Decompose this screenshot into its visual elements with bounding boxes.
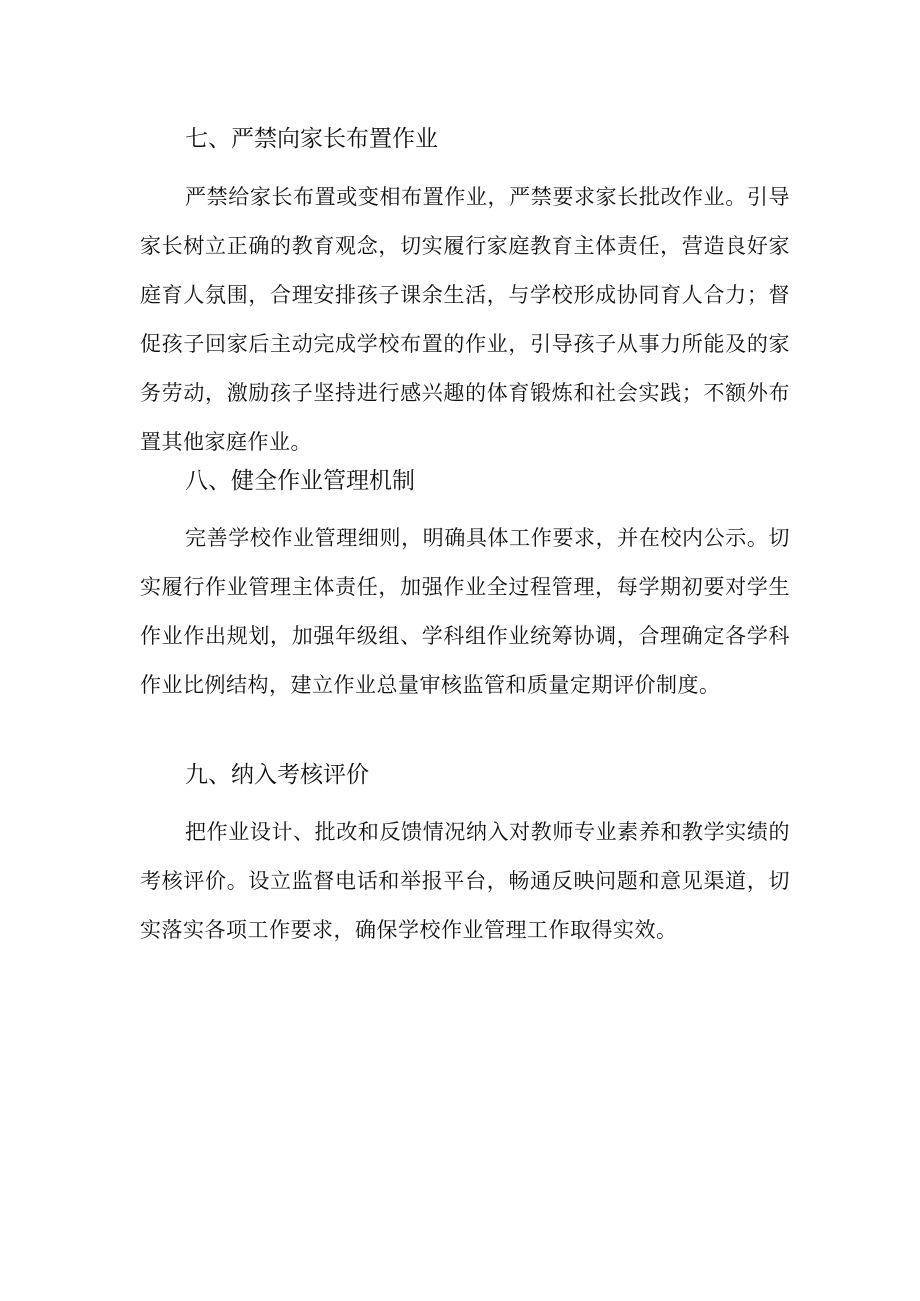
section-9 (140, 760, 790, 955)
section-paragraph: 严禁给家长布置或变相布置作业，严禁要求家长批改作业。引导家长树立正确的教育观念，切实履行家庭教育主体责任，营造良好家庭育人氛围，合理安排孩子课余生活，与学校形成协同育人合力；督促孩子回家后主动完成学校布置的作业，引导孩子从事力所能及的家务劳动，激励孩子坚持进行感兴趣的体育锻炼和社会实践；不额外布置其他家庭作业。 (140, 185, 790, 454)
section-paragraph: 把作业设计、批改和反馈情况纳入对教师专业素养和教学实绩的考核评价。设立监督电话和举报平台，畅通反映问题和意见渠道，切实落实各项工作要求，确保学校作业管理工作取得实效。 (140, 820, 790, 942)
section-8 (140, 466, 790, 710)
section-heading: 九、纳入考核评价 (185, 762, 369, 788)
section-7 (140, 124, 790, 467)
section-paragraph: 完善学校作业管理细则，明确具体工作要求，并在校内公示。切实履行作业管理主体责任，加强作业全过程管理，每学期初要对学生作业作出规划，加强年级组、学科组作业统筹协调，合理确定各学科作业比例结构，建立作业总量审核监管和质量定期评价制度。 (140, 526, 790, 697)
section-heading: 八、健全作业管理机制 (185, 468, 415, 494)
section-heading: 七、严禁向家长布置作业 (185, 126, 438, 152)
